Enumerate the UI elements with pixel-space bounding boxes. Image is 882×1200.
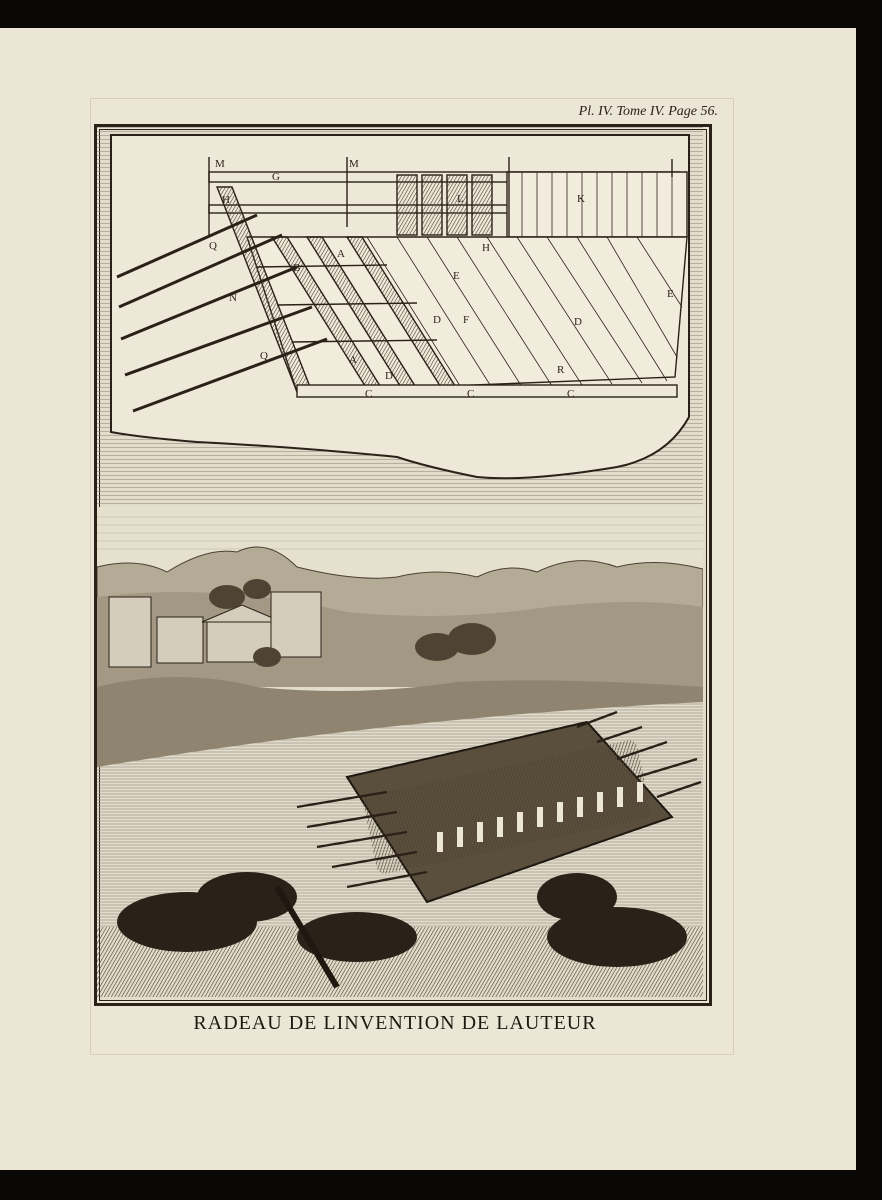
diagram-letter: H: [222, 194, 230, 206]
diagram-letter: M: [215, 158, 225, 170]
plate-caption: RADEAU DE LINVENTION DE LAUTEUR: [193, 1012, 597, 1034]
diagram-letter: F: [463, 314, 470, 326]
diagram-letter: E: [453, 270, 460, 282]
diagram-letter: B: [293, 262, 301, 274]
diagram-letter: Q: [260, 350, 268, 362]
diagram-letter: D: [385, 370, 393, 382]
diagram-letter: C: [567, 388, 575, 400]
diagram-letter: L: [457, 193, 464, 205]
engraving-frame: [94, 124, 712, 1006]
diagram-letter: A: [349, 354, 357, 366]
diagram-letter: D: [574, 316, 582, 328]
diagram-letter: H: [482, 242, 490, 254]
diagram-letter: K: [577, 193, 585, 205]
diagram-letter: D: [433, 314, 441, 326]
diagram-letter: Q: [209, 240, 217, 252]
diagram-letter: C: [365, 388, 373, 400]
plate-reference: Pl. IV. Tome IV. Page 56.: [578, 104, 718, 119]
diagram-letter: G: [272, 171, 280, 183]
diagram-letter: E: [667, 288, 674, 300]
diagram-letter: R: [557, 364, 565, 376]
raft-engraving: [97, 127, 703, 997]
diagram-letter: A: [337, 248, 345, 260]
diagram-letter: C: [467, 388, 475, 400]
diagram-letter: M: [349, 158, 359, 170]
diagram-letter: N: [229, 292, 237, 304]
